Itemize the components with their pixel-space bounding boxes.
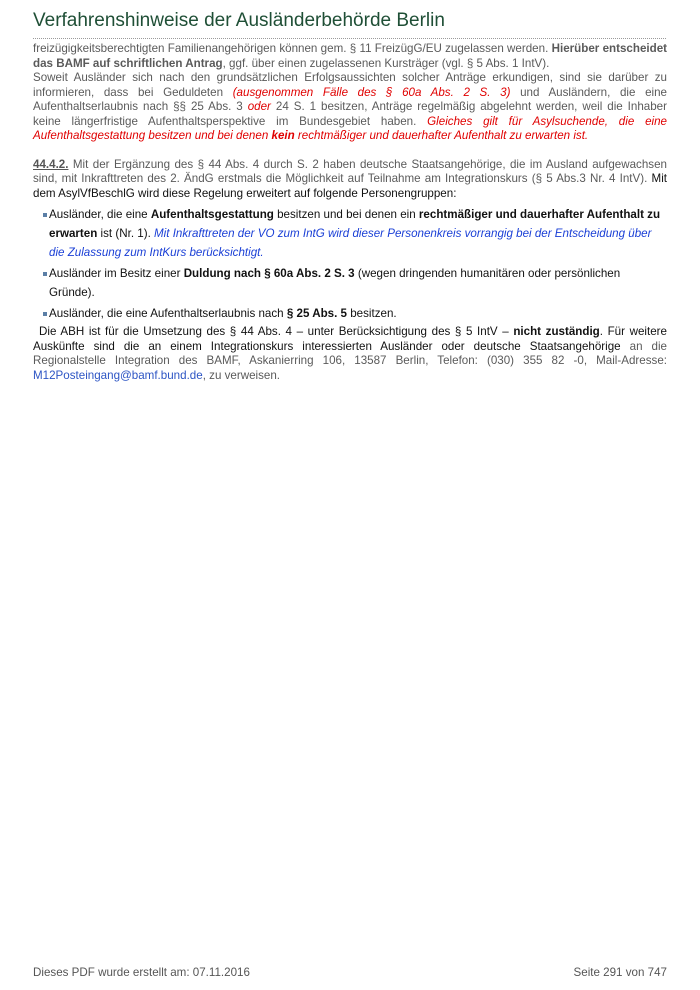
bullet-square-icon xyxy=(43,272,47,276)
para2-red-2: oder xyxy=(247,100,271,113)
section-44-4-2 xyxy=(33,158,667,202)
para2-red-3: Gleiches gilt für Asylsuchende, die eine Aufenthaltsgestattung besitzen und bei denen xyxy=(33,114,667,142)
paragraph-1 xyxy=(33,42,667,71)
list-item: Ausländer im Besitz einer Duldung nach § 60a Abs. 2 S. 3 (wegen dringenden humanitären oder persönlichen Gründe). xyxy=(33,264,667,302)
list-item: Ausländer, die eine Aufenthaltserlaubnis nach § 25 Abs. 5 besitzen. xyxy=(33,304,667,323)
para2-text-3: 24 S. 1 besitzen, Anträge regelmäßig abgelehnt werden, weil die Inhaber keine längerfristige Aufenthaltsperspektive im Bundesgebiet haben. xyxy=(33,100,667,128)
header-divider xyxy=(33,38,666,39)
last-text-3: an die Regionalstelle Integration des BAMF, Askanierring 106, 13587 Berlin, Telefon: (030) 355 82 -0, Mail-Adresse: xyxy=(33,339,668,367)
para2-text-2: und Ausländern, die eine Aufenthaltserlaubnis nach §§ 25 Abs. 3 xyxy=(33,85,667,113)
footer-page-number: Seite 291 von 747 xyxy=(573,966,667,979)
para2-red-1: (ausgenommen Fälle des § 60a Abs. 2 S. 3) xyxy=(232,85,511,99)
person-groups-list xyxy=(33,205,667,323)
footer-created-date: Dieses PDF wurde erstellt am: 07.11.2016 xyxy=(33,966,250,979)
email-link[interactable]: M12Posteingang@bamf.bund.de xyxy=(33,368,203,382)
section-text-1: Mit der Ergänzung des § 44 Abs. 4 durch S. 2 haben deutsche Staatsangehörige, die im Ausland aufgewachsen sind, mit Inkrafttreten des 2. ÄndG erstmals die Möglichkeit auf Teilnahme am Integrationskurs (§ 5 Abs.3 Nr. 4 IntV). xyxy=(33,157,667,185)
last-text-1: Die ABH ist für die Umsetzung des § 44 Abs. 4 – unter Berücksichtigung des § 5 IntV – xyxy=(39,325,514,338)
bullet-square-icon xyxy=(43,312,47,316)
last-bold: nicht zuständig xyxy=(513,325,600,338)
bullet-square-icon xyxy=(43,213,47,217)
paragraph-responsibility xyxy=(33,325,667,383)
para1-text-2: , ggf. über einen zugelassenen Kursträger (vgl. § 5 Abs. 1 IntV). xyxy=(222,56,550,70)
page-title: Verfahrenshinweise der Ausländerbehörde Berlin xyxy=(33,10,445,31)
section-text-2: Mit dem AsylVfBeschlG wird diese Regelung erweitert auf folgende Personengruppen: xyxy=(33,172,667,200)
para1-bold: Hierüber entscheidet das BAMF auf schriftlichen Antrag xyxy=(33,42,668,70)
para1-text-1: freizügigkeitsberechtigten Familienangehörigen können gem. § 11 FreizügG/EU zugelassen werden. xyxy=(33,42,552,55)
last-text-2: . Für weitere Auskünfte sind die an einem Integrationskurs interessierten Ausländer oder deutsche Staatsangehörige xyxy=(33,325,667,353)
last-text-4: , zu verweisen. xyxy=(202,368,281,382)
para2-red-4: rechtmäßiger und dauerhafter Aufenthalt zu erwarten ist. xyxy=(294,129,589,142)
section-number: 44.4.2. xyxy=(33,157,69,171)
para2-red-bold: kein xyxy=(271,129,295,142)
para2-text-1: Soweit Ausländer sich nach den grundsätzlichen Erfolgsaussichten solcher Anträge erkundigen, sind sie darüber zu informieren, dass bei Geduldeten xyxy=(33,71,667,99)
list-item: Ausländer, die eine Aufenthaltsgestattung besitzen und bei denen ein rechtmäßiger und dauerhafter Aufenthalt zu erwarten ist (Nr. 1). Mit Inkrafttreten der VO zum IntG wird dieser Personenkreis vorrangig bei der Entscheidung über die Zulassung zum IntKurs berücksichtigt. xyxy=(33,205,667,262)
document-body xyxy=(33,42,667,383)
paragraph-2 xyxy=(33,71,667,144)
